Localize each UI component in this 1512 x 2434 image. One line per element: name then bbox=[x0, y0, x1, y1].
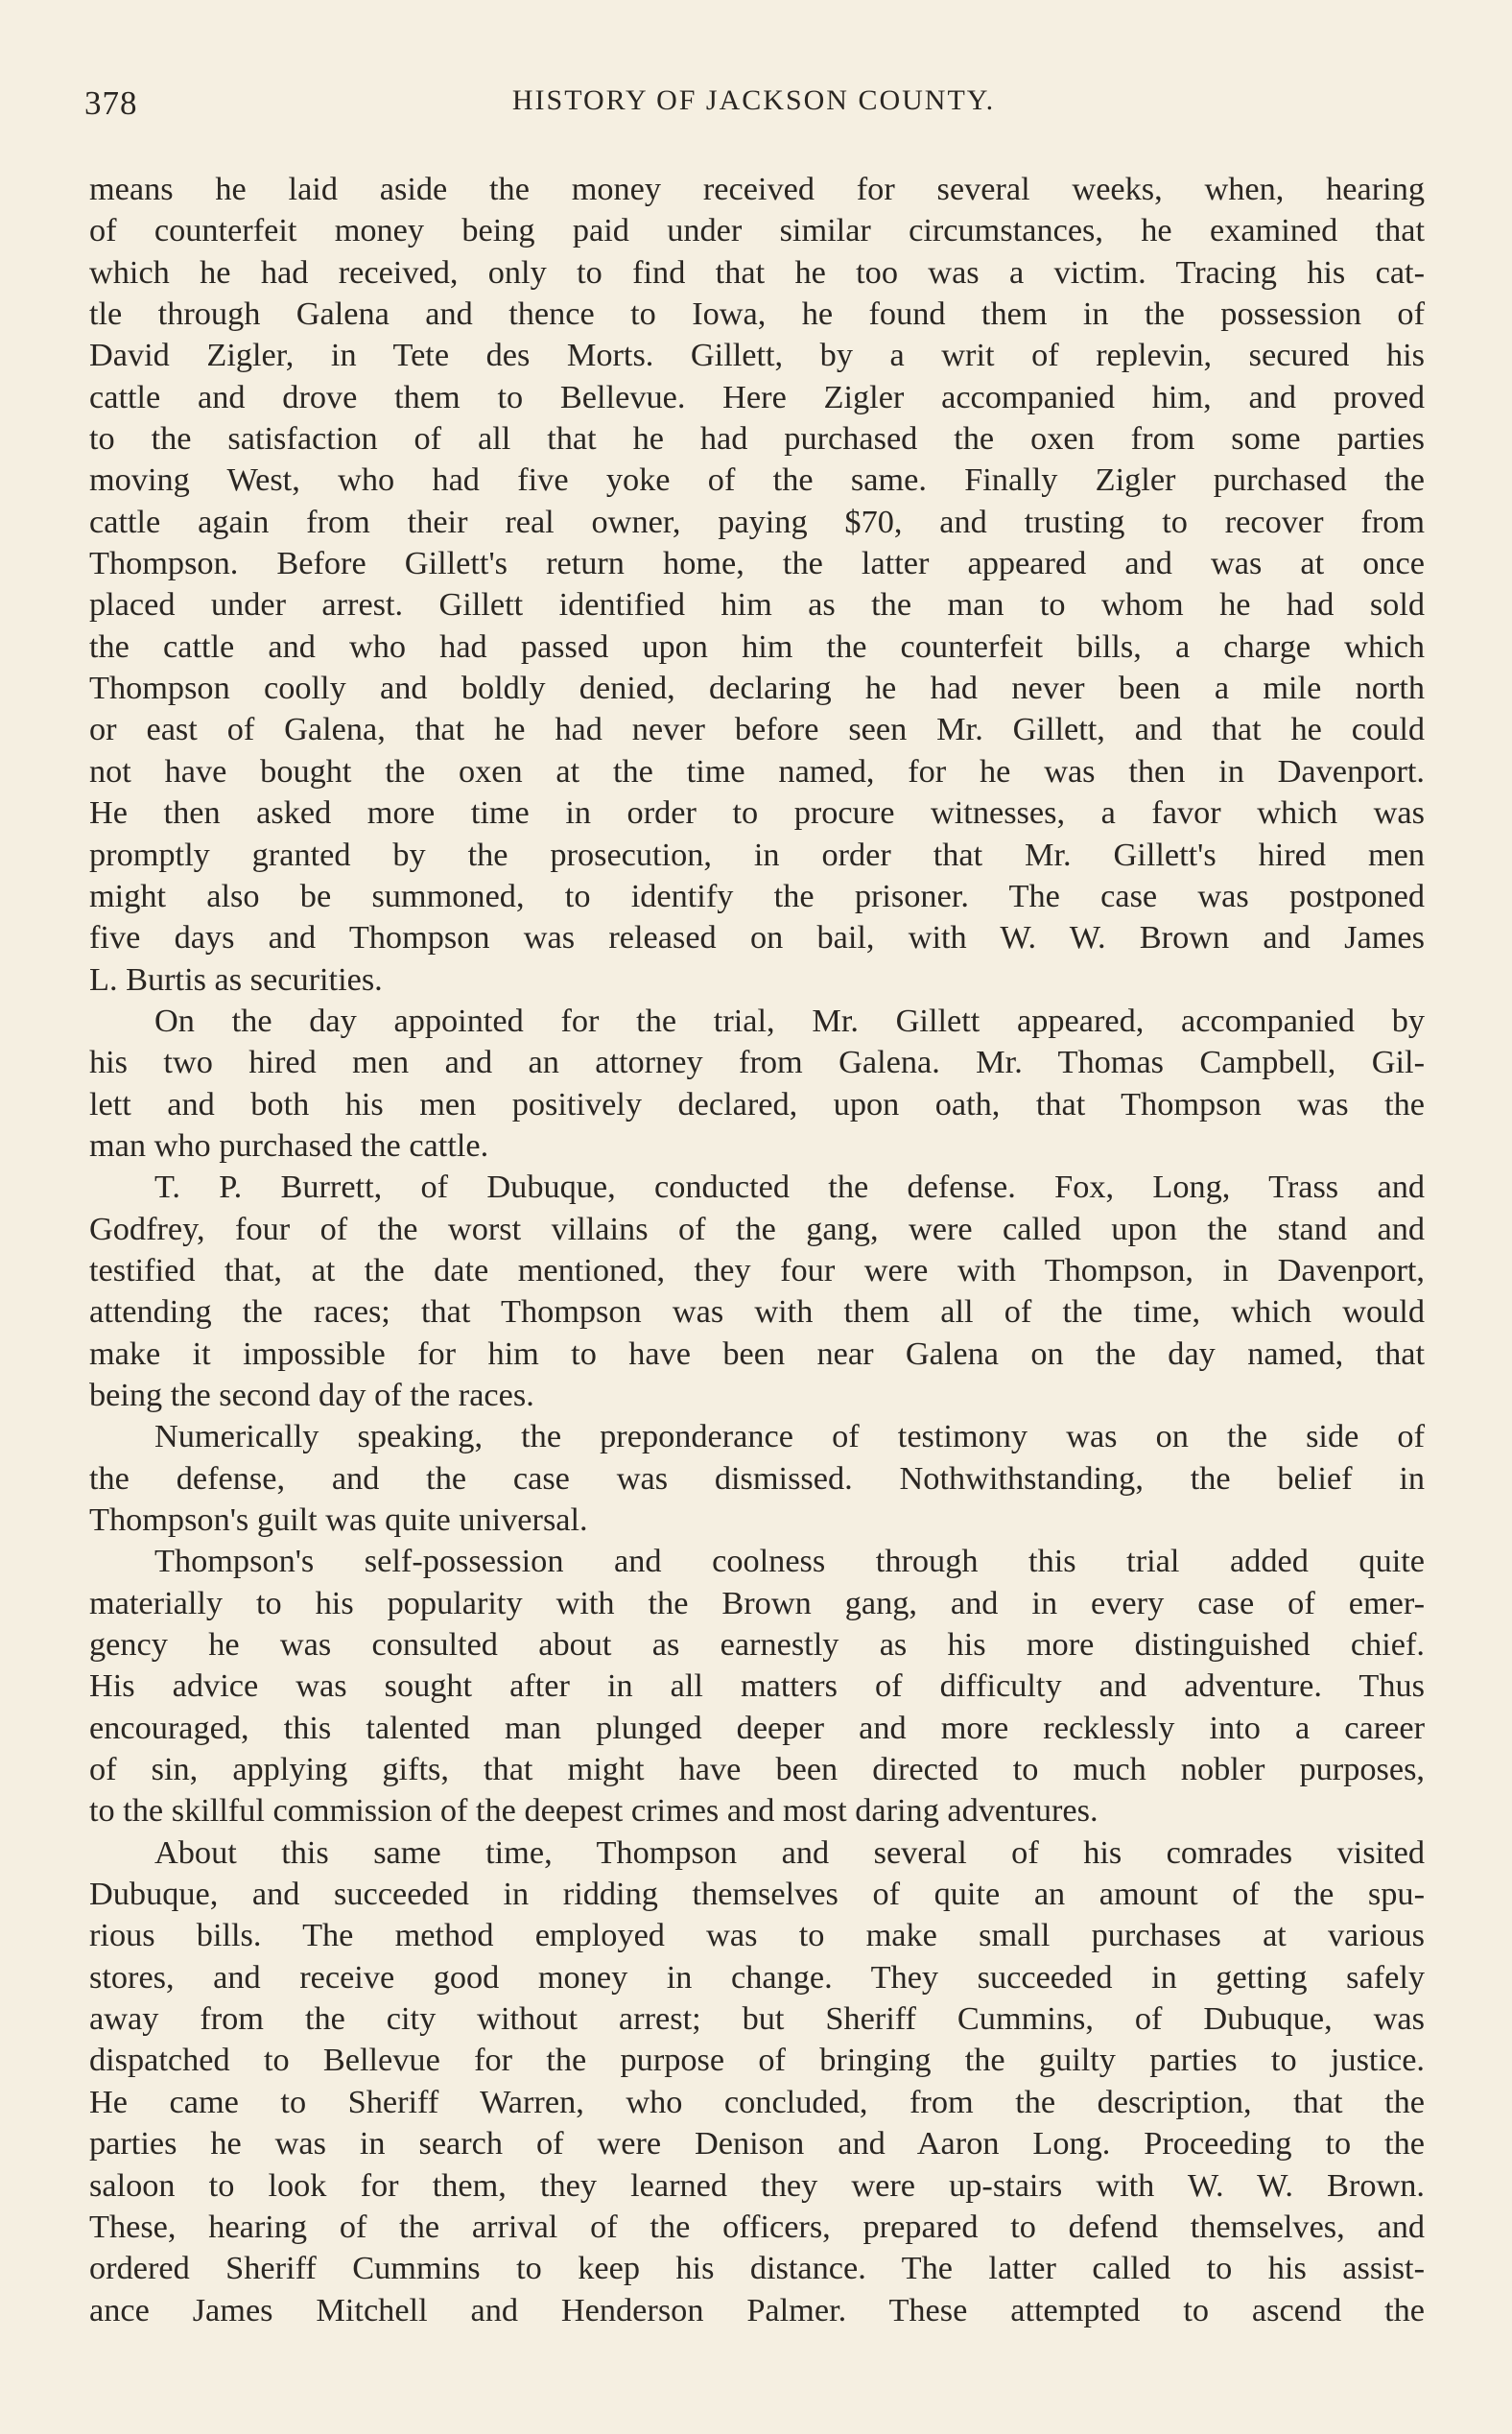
text-line: materially to his popularity with the Brown gang, and in every case of emer- bbox=[89, 1584, 1425, 1621]
text-line: Dubuque, and succeeded in ridding themselves of quite an amount of the spu- bbox=[89, 1876, 1425, 1913]
text-line: not have bought the oxen at the time named, for he was then in Davenport. bbox=[89, 752, 1425, 790]
text-line: David Zigler, in Tete des Morts. Gillett, by a writ of replevin, secured his bbox=[89, 337, 1425, 374]
page-number: 378 bbox=[84, 84, 138, 122]
text-line: ordered Sheriff Cummins to keep his distance. The latter called to his assist- bbox=[89, 2250, 1425, 2287]
text-line: He came to Sheriff Warren, who concluded, from the description, that the bbox=[89, 2083, 1425, 2120]
body-text bbox=[89, 169, 1425, 2331]
text-line: Thompson's self-possession and coolness through this trial added quite bbox=[154, 1543, 1425, 1580]
text-line: man who purchased the cattle. bbox=[89, 1126, 489, 1164]
text-line: On the day appointed for the trial, Mr. Gillett appeared, accompanied by bbox=[154, 1002, 1425, 1039]
text-line: his two hired men and an attorney from Galena. Mr. Thomas Campbell, Gil- bbox=[89, 1044, 1425, 1081]
page-header bbox=[84, 84, 1423, 132]
text-line: of counterfeit money being paid under similar circumstances, he examined that bbox=[89, 212, 1425, 249]
text-line: About this same time, Thompson and several of his comrades visited bbox=[154, 1833, 1425, 1871]
text-line: being the second day of the races. bbox=[89, 1376, 534, 1413]
text-line: His advice was sought after in all matters of difficulty and adventure. Thus bbox=[89, 1667, 1425, 1705]
text-line: dispatched to Bellevue for the purpose of bringing the guilty parties to justice. bbox=[89, 2042, 1425, 2079]
text-line: means he laid aside the money received for several weeks, when, hearing bbox=[89, 171, 1425, 207]
text-line: five days and Thompson was released on bail, with W. W. Brown and James bbox=[89, 919, 1425, 957]
text-line: or east of Galena, that he had never before seen Mr. Gillett, and that he could bbox=[89, 711, 1425, 748]
text-line: These, hearing of the arrival of the officers, prepared to defend themselves, and bbox=[89, 2208, 1425, 2245]
text-line: ance James Mitchell and Henderson Palmer. These attempted to ascend the bbox=[89, 2291, 1425, 2328]
text-line: attending the races; that Thompson was with them all of the time, which would bbox=[89, 1293, 1425, 1331]
text-line: placed under arrest. Gillett identified him as the man to whom he had sold bbox=[89, 586, 1425, 624]
text-line: might also be summoned, to identify the prisoner. The case was postponed bbox=[89, 877, 1425, 914]
text-line: tle through Galena and thence to Iowa, he found them in the possession of bbox=[89, 295, 1425, 333]
text-line: Thompson. Before Gillett's return home, the latter appeared and was at once bbox=[89, 545, 1425, 582]
text-line: the cattle and who had passed upon him the counterfeit bills, a charge which bbox=[89, 627, 1425, 665]
text-line: stores, and receive good money in change. They succeeded in getting safely bbox=[89, 1958, 1425, 1996]
text-line: Thompson's guilt was quite universal. bbox=[89, 1501, 588, 1538]
text-line: cattle again from their real owner, paying $70, and trusting to recover from bbox=[89, 503, 1425, 540]
text-line: which he had received, only to find that he too was a victim. Tracing his cat- bbox=[89, 253, 1425, 291]
text-line: promptly granted by the prosecution, in order that Mr. Gillett's hired men bbox=[89, 836, 1425, 873]
text-line: T. P. Burrett, of Dubuque, conducted the defense. Fox, Long, Trass and bbox=[154, 1169, 1425, 1206]
running-title: HISTORY OF JACKSON COUNTY. bbox=[511, 84, 996, 116]
text-line: rious bills. The method employed was to make small purchases at various bbox=[89, 1917, 1425, 1954]
text-line: He then asked more time in order to procure witnesses, a favor which was bbox=[89, 794, 1425, 832]
text-line: L. Burtis as securities. bbox=[89, 960, 383, 998]
text-line: cattle and drove them to Bellevue. Here Zigler accompanied him, and proved bbox=[89, 378, 1425, 415]
text-line: the defense, and the case was dismissed. Nothwithstanding, the belief in bbox=[89, 1459, 1425, 1497]
text-line: make it impossible for him to have been near Galena on the day named, that bbox=[89, 1335, 1425, 1372]
text-line: Numerically speaking, the preponderance of testimony was on the side of bbox=[154, 1418, 1425, 1455]
text-line: Godfrey, four of the worst villains of the gang, were called upon the stand and bbox=[89, 1210, 1425, 1247]
text-line: moving West, who had five yoke of the same. Finally Zigler purchased the bbox=[89, 461, 1425, 499]
text-line: testified that, at the date mentioned, they four were with Thompson, in Davenport, bbox=[89, 1251, 1425, 1288]
text-line: Thompson coolly and boldly denied, declaring he had never been a mile north bbox=[89, 670, 1425, 707]
text-line: lett and both his men positively declared, upon oath, that Thompson was the bbox=[89, 1085, 1425, 1122]
text-line: away from the city without arrest; but Sheriff Cummins, of Dubuque, was bbox=[89, 2000, 1425, 2038]
text-line: parties he was in search of were Denison and Aaron Long. Proceeding to the bbox=[89, 2125, 1425, 2162]
text-line: gency he was consulted about as earnestly as his more distinguished chief. bbox=[89, 1626, 1425, 1664]
text-line: to the satisfaction of all that he had purchased the oxen from some parties bbox=[89, 420, 1425, 458]
text-line: encouraged, this talented man plunged deeper and more recklessly into a career bbox=[89, 1709, 1425, 1746]
text-line: to the skillful commission of the deepest crimes and most daring adventures. bbox=[89, 1792, 1099, 1830]
text-line: saloon to look for them, they learned they were up-stairs with W. W. Brown. bbox=[89, 2166, 1425, 2204]
text-line: of sin, applying gifts, that might have been directed to much nobler purposes, bbox=[89, 1751, 1425, 1788]
